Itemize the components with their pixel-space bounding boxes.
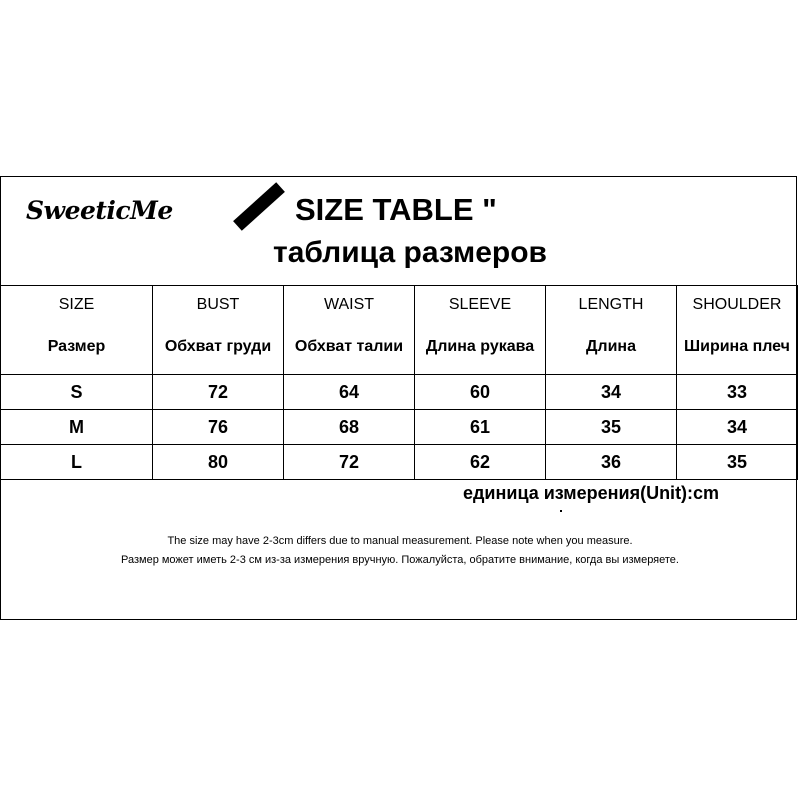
measurement-note-en: The size may have 2-3cm differs due to manual measurement. Please note when you measure. [167, 535, 633, 547]
header-en: WAIST [323, 296, 375, 313]
table-cell: M [1, 410, 153, 445]
header-cell [415, 286, 546, 375]
header-cell [1, 286, 153, 375]
table-cell: 36 [546, 445, 677, 480]
table-cell: S [1, 375, 153, 410]
header-ru: Обхват талии [294, 338, 404, 355]
header-ru: Размер [47, 338, 106, 355]
table-header-row [1, 286, 798, 375]
header-cell [546, 286, 677, 375]
size-table [0, 285, 798, 480]
header-en: BUST [196, 296, 240, 313]
table-row [1, 410, 798, 445]
measurement-note-ru: Размер может иметь 2-3 см из-за измерения вручную. Пожалуйста, обратите внимание, когда вы измеряете. [121, 554, 679, 566]
header-en: SIZE [58, 296, 95, 313]
header-cell [153, 286, 284, 375]
table-cell: L [1, 445, 153, 480]
header-en: SHOULDER [692, 296, 782, 313]
table-row [1, 375, 798, 410]
header-en: SLEEVE [448, 296, 512, 313]
table-cell: 62 [415, 445, 546, 480]
table-cell: 61 [415, 410, 546, 445]
header-en: LENGTH [578, 296, 644, 313]
table-cell: 76 [153, 410, 284, 445]
table-cell: 72 [284, 445, 415, 480]
table-cell: 35 [677, 445, 798, 480]
brand-logo: SweeticMe [26, 196, 173, 225]
table-cell: 35 [546, 410, 677, 445]
header-cell [677, 286, 798, 375]
page-title: SIZE TABLE " [295, 192, 497, 227]
table-cell: 33 [677, 375, 798, 410]
table-cell: 72 [153, 375, 284, 410]
table-cell: 64 [284, 375, 415, 410]
table-cell: 60 [415, 375, 546, 410]
header-ru: Обхват груди [164, 338, 272, 355]
table-cell: 34 [677, 410, 798, 445]
header-cell [284, 286, 415, 375]
table-cell: 68 [284, 410, 415, 445]
table-row [1, 445, 798, 480]
decorative-dot [560, 510, 562, 512]
header-ru: Ширина плеч [684, 338, 790, 355]
header-ru: Длина рукава [425, 338, 535, 355]
page-subtitle: таблица размеров [273, 236, 547, 269]
table-cell: 34 [546, 375, 677, 410]
header-ru: Длина [586, 338, 636, 355]
table-cell: 80 [153, 445, 284, 480]
unit-label: единица измерения(Unit):cm [463, 483, 720, 503]
